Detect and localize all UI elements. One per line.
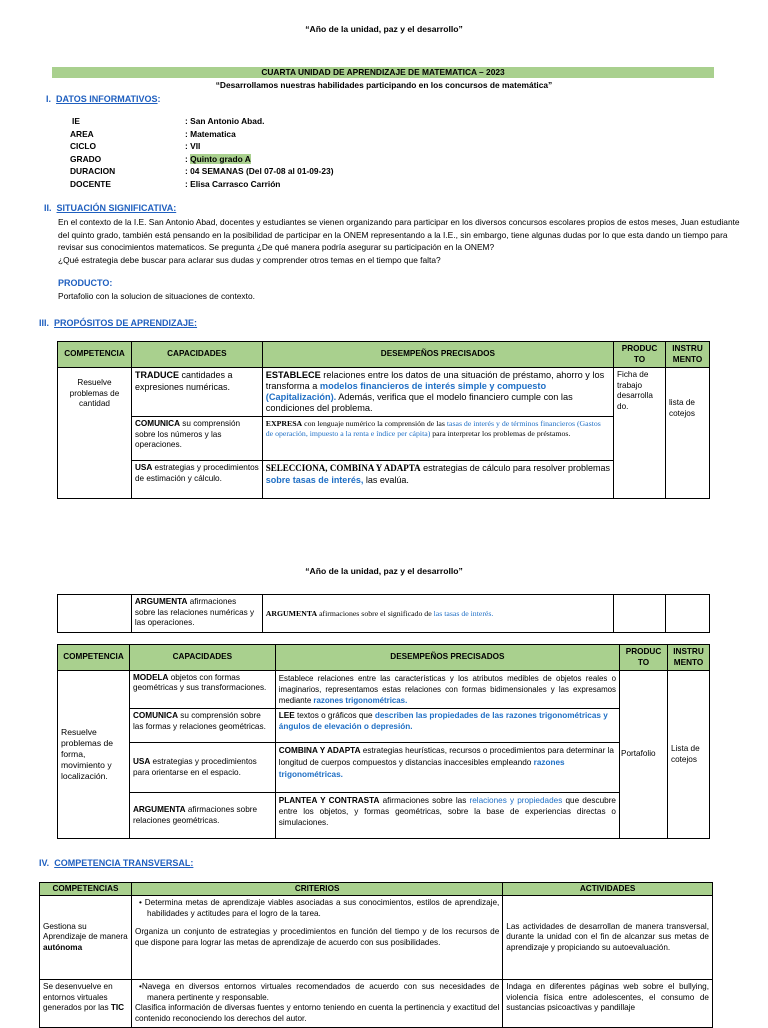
desempeno-cell: ESTABLECE relaciones entre los datos de una situación de préstamo, ahorro y los transforma a modelos financieros de interés simple y compuesto (Capitalización). Además, verifica que el modelo financiero cumple con las condiciones del problema. [262, 368, 613, 417]
instrumento-cell [666, 595, 710, 633]
header-competencia: COMPETENCIA [58, 342, 132, 368]
propositos-table-2 [57, 594, 710, 633]
actividades-cell: Las actividades de desarrollan de manera transversal, durante la unidad con el fin de alcanzar sus metas de aprendizaje y propiciando su autoevaluación. [503, 896, 713, 980]
producto-text: Portafolio con la solucion de situaciones de contexto. [58, 291, 255, 301]
section-1-heading: I. DATOS INFORMATIVOS: [46, 94, 161, 104]
desempeno-cell: ARGUMENTA afirmaciones sobre el significado de las tasas de interés. [262, 595, 613, 633]
instrumento-cell: Lista de cotejos [667, 671, 709, 839]
desempeno-cell: SELECCIONA, COMBINA Y ADAPTA estrategias de cálculo para resolver problemas sobre tasas de interés, las evalúa. [262, 461, 613, 499]
section-2-heading: II. SITUACIÓN SIGNIFICATIVA: [44, 203, 177, 213]
header-producto: PRODUC TO [614, 342, 666, 368]
capacidad-cell: ARGUMENTA afirmaciones sobre relaciones geométricas. [129, 793, 275, 839]
header-desempenos: DESEMPEÑOS PRECISADOS [275, 645, 619, 671]
capacidad-cell: ARGUMENTA afirmaciones sobre las relaciones numéricas y las operaciones. [131, 595, 262, 633]
capacidad-cell: TRADUCE cantidades a expresiones numéricas. [131, 368, 262, 417]
header-desempenos: DESEMPEÑOS PRECISADOS [262, 342, 613, 368]
capacidad-cell: COMUNICA su comprensión sobre las formas y relaciones geométricas. [129, 709, 275, 743]
header-quote-2: “Año de la unidad, paz y el desarrollo” [305, 566, 463, 576]
situacion-text: En el contexto de la I.E. San Antonio Abad, docentes y estudiantes se vienen organizando para participar en los diversos concursos escolares propios de estos meses, Juan estudiante del quinto grado, también está pensando en la posibilidad de participar en la ONEM representando a la I.E., sin embargo, tiene algunas dudas por lo que esta dando un tiempo para revisar sus conocimientos matematicos. Se pregunta ¿De qué manera podría asegurar su participación en la ONEM? ¿Qué estrategia debe buscar para aclarar sus dudas y comprender otros temas en el tiempo que falta? [58, 217, 740, 265]
producto-cell: Portafolio [620, 671, 668, 839]
bullet-icon: • [138, 982, 142, 991]
competencia-cell: Gestiona su Aprendizaje de manera autónoma [40, 896, 132, 980]
datos-row-ie: IE : San Antonio Abad. [72, 116, 265, 126]
unit-subtitle: “Desarrollamos nuestras habilidades participando en los concursos de matemática” [215, 80, 553, 90]
section-4-heading: IV. COMPETENCIA TRANSVERSAL: [39, 858, 194, 868]
propositos-table-1 [57, 341, 710, 499]
header-actividades: ACTIVIDADES [503, 883, 713, 896]
criterios-cell [131, 896, 502, 980]
competencia-cell [58, 595, 132, 633]
header-competencia: COMPETENCIA [58, 645, 130, 671]
datos-list [70, 115, 334, 190]
capacidad-cell: COMUNICA su comprensión sobre los números y las operaciones. [131, 417, 262, 461]
capacidad-cell: USA estrategias y procedimientos para orientarse en el espacio. [129, 743, 275, 793]
instrumento-cell: lista de cotejos [665, 368, 709, 499]
bullet-icon: • [138, 898, 142, 907]
desempeno-cell: LEE textos o gráficos que describen las propiedades de las razones trigonométricas y ángulos de elevación o depresión. [275, 709, 619, 743]
desempeno-cell: COMBINA Y ADAPTA estrategias heurísticas, recursos o procedimientos para determinar la longitud de cuerpos compuestos y distancias inaccesibles empleando razones trigonométricas. [275, 743, 619, 793]
desempeno-cell: PLANTEA Y CONTRASTA afirmaciones sobre las relaciones y propiedades que descubre entre los objetos, y formas geométricas, sobre la base de experiencias directas o simulaciones. [275, 793, 619, 839]
header-instrumento: INSTRU MENTO [665, 342, 709, 368]
competencia-cell: Resuelve problemas de cantidad [58, 368, 132, 499]
competencia-transversal-table [39, 882, 713, 1028]
propositos-table-3 [57, 644, 710, 839]
header-quote: “Año de la unidad, paz y el desarrollo” [305, 24, 463, 34]
header-producto: PRODUC TO [620, 645, 668, 671]
actividades-cell: Indaga en diferentes páginas web sobre el bullying, violencia física entre adolescentes, el consumo de sustancias psicoactivas y pandillaje [503, 980, 713, 1028]
datos-row-area: AREA : Matematica [70, 128, 236, 139]
datos-row-duracion: DURACION : 04 SEMANAS (Del 07-08 al 01-09-23) [70, 166, 334, 176]
header-capacidades: CAPACIDADES [129, 645, 275, 671]
producto-heading: PRODUCTO: [58, 278, 113, 288]
criterios-cell [131, 980, 502, 1028]
datos-row-docente: DOCENTE : Elisa Carrasco Carrión [70, 178, 281, 189]
competencia-cell: Se desenvuelve en entornos virtuales generados por las TIC [40, 980, 132, 1028]
desempeno-cell: EXPRESA con lenguaje numérico la comprensión de las tasas de interés y de términos financieros (Gastos de operación, impuesto a la renta e índice per cápita) para interpretar los problemas de préstamos. [262, 417, 613, 461]
section-3-heading: III. PROPÓSITOS DE APRENDIZAJE: [39, 318, 198, 328]
criterio-item: •Navega en diversos entornos virtuales recomendados de acuerdo con sus necesidades de manera pertinente y responsable. [138, 982, 500, 1002]
producto-cell [614, 595, 666, 633]
header-instrumento: INSTRU MENTO [667, 645, 709, 671]
grado-highlight: Quinto grado A [190, 153, 251, 164]
producto-cell: Ficha de trabajo desarrolla do. [614, 368, 666, 499]
criterio-item: Clasifica información de diversas fuentes y entorno teniendo en cuenta la pertinencia y exactitud del contenido reconociendo los derechos del autor. [134, 1003, 500, 1023]
header-competencias: COMPETENCIAS [40, 883, 132, 896]
competencia-cell: Resuelve problemas de forma, movimiento y localización. [58, 671, 130, 839]
datos-row-grado: GRADO : Quinto grado A [70, 153, 251, 164]
capacidad-cell: MODELA objetos con formas geométricas y sus transformaciones. [129, 671, 275, 709]
desempeno-cell: Establece relaciones entre las características y los atributos medibles de objetos reales o imaginarios, representamos estas relaciones con formas bidimensionales y las expresamos mediante razones trigonométricas. [275, 671, 619, 709]
header-capacidades: CAPACIDADES [131, 342, 262, 368]
capacidad-cell: USA estrategias y procedimientos de estimación y cálculo. [131, 461, 262, 499]
datos-row-ciclo: CICLO : VII [70, 141, 201, 151]
criterio-item: • Determina metas de aprendizaje viables asociadas a sus conocimientos, estilos de aprendizaje, habilidades y actitudes para el logro de la tarea. [138, 898, 500, 918]
header-criterios: CRITERIOS [131, 883, 502, 896]
unit-title: CUARTA UNIDAD DE APRENDIZAJE DE MATEMATICA – 2023 [52, 67, 714, 78]
criterio-item: Organiza un conjunto de estrategias y procedimientos en función del tiempo y de los recursos de que dispone para lograr las metas de aprendizaje de acuerdo con sus posibilidades. [134, 927, 500, 947]
